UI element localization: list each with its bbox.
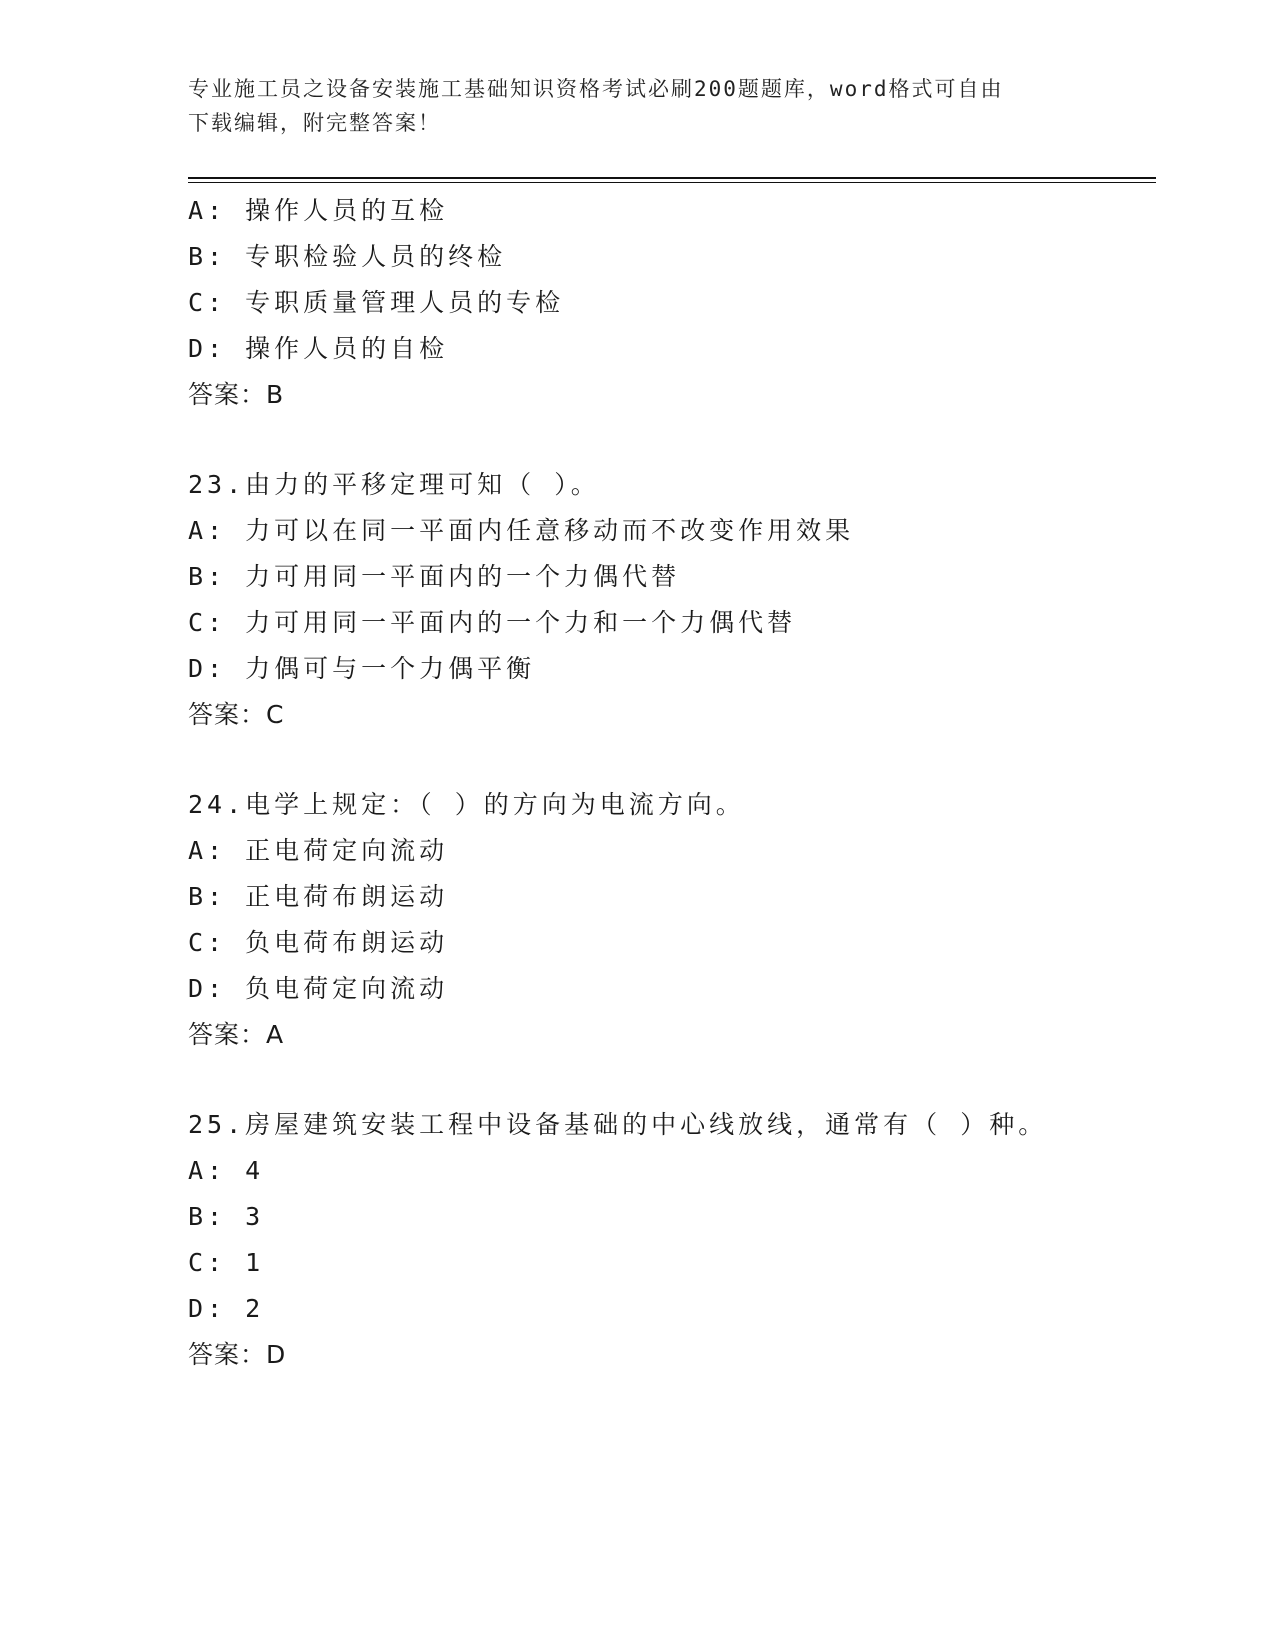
option-a: A: 力可以在同一平面内任意移动而不改变作用效果 (188, 516, 855, 545)
option-d: D: 2 (188, 1294, 265, 1323)
header-line-1: 专业施工员之设备安装施工基础知识资格考试必刷200题题库，word格式可自由 (188, 77, 1004, 101)
question-block-24 (188, 782, 1156, 1058)
option-b: B: 正电荷布朗运动 (188, 882, 449, 911)
option-c: C: 负电荷布朗运动 (188, 928, 449, 957)
question-text: 23.由力的平移定理可知（ ）。 (188, 470, 600, 499)
question-text: 25.房屋建筑安装工程中设备基础的中心线放线，通常有（ ）种。 (188, 1110, 1048, 1139)
option-d: D: 力偶可与一个力偶平衡 (188, 654, 536, 683)
option-a: A: 正电荷定向流动 (188, 836, 449, 865)
question-text: 24.电学上规定：（ ）的方向为电流方向。 (188, 790, 745, 819)
option-a: A: 4 (188, 1156, 265, 1185)
option-d: D: 操作人员的自检 (188, 334, 449, 363)
question-block-23 (188, 462, 1156, 738)
option-b: B: 专职检验人员的终检 (188, 242, 507, 271)
question-block-25 (188, 1102, 1156, 1378)
header-divider-thin (188, 182, 1156, 183)
option-c: C: 专职质量管理人员的专检 (188, 288, 565, 317)
option-d: D: 负电荷定向流动 (188, 974, 449, 1003)
question-list (188, 188, 1156, 1378)
document-header (188, 72, 1088, 140)
header-line-2: 下载编辑，附完整答案！ (188, 111, 441, 135)
question-block-22 (188, 188, 1156, 418)
answer-line: 答案：B (188, 380, 285, 409)
answer-line: 答案：D (188, 1340, 287, 1369)
option-b: B: 3 (188, 1202, 265, 1231)
answer-line: 答案：A (188, 1020, 285, 1049)
option-b: B: 力可用同一平面内的一个力偶代替 (188, 562, 681, 591)
header-divider-thick (188, 177, 1156, 179)
answer-line: 答案：C (188, 700, 285, 729)
option-c: C: 力可用同一平面内的一个力和一个力偶代替 (188, 608, 797, 637)
option-a: A: 操作人员的互检 (188, 196, 449, 225)
option-c: C: 1 (188, 1248, 265, 1277)
